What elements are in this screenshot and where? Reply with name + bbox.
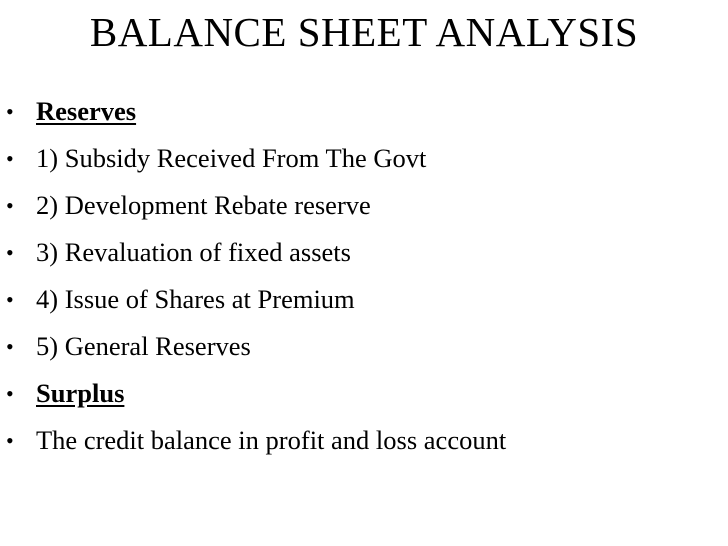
bullet-icon: • [6,334,14,359]
bullet-item [0,417,728,464]
bullet-icon: • [6,381,14,406]
section-heading-surplus: Surplus [36,378,125,408]
bullet-item-reserves-heading [0,88,728,135]
bullet-text: The credit balance in profit and loss account [36,425,507,455]
bullet-item [0,323,728,370]
bullet-text: 1) Subsidy Received From The Govt [36,143,427,173]
bullet-item [0,276,728,323]
bullet-item [0,229,728,276]
bullet-text: 4) Issue of Shares at Premium [36,284,355,314]
bullet-icon: • [6,99,14,124]
bullet-text: 2) Development Rebate reserve [36,190,371,220]
bullet-icon: • [6,428,14,453]
bullet-item [0,135,728,182]
bullet-icon: • [6,240,14,265]
bullet-list [0,88,728,464]
bullet-item-surplus-heading [0,370,728,417]
bullet-text: 3) Revaluation of fixed assets [36,237,351,267]
bullet-item [0,182,728,229]
bullet-icon: • [6,287,14,312]
bullet-text: 5) General Reserves [36,331,251,361]
slide-title: BALANCE SHEET ANALYSIS [89,9,639,55]
bullet-icon: • [6,193,14,218]
section-heading-reserves: Reserves [36,96,137,126]
bullet-icon: • [6,146,14,171]
